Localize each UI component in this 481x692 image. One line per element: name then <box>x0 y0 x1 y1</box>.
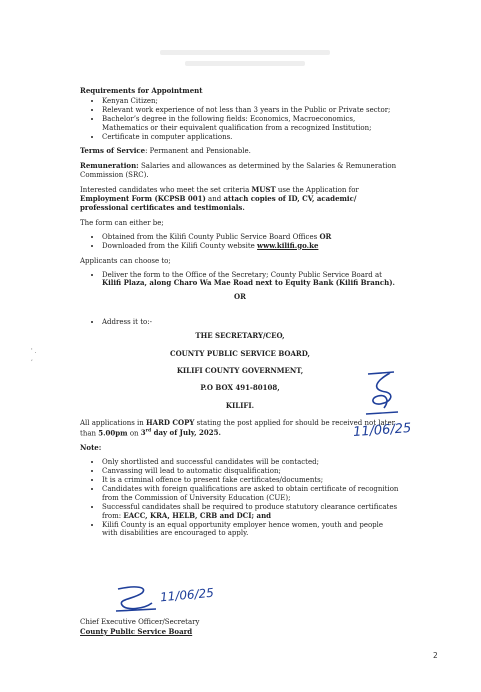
address-list <box>80 318 400 327</box>
document-body <box>80 87 400 538</box>
interest-must: MUST <box>251 185 276 195</box>
form-download-text: Downloaded from the Kilifi County website <box>102 241 258 250</box>
list-item: • Kilifi County is an equal opportunity employer hence women, youth and people with disabilities are encouraged to apply. <box>102 521 400 539</box>
or-separator: OR <box>234 292 246 302</box>
list-item: • Address it to:- <box>102 318 400 327</box>
form-options-list <box>80 233 400 251</box>
signature-mark <box>112 585 160 615</box>
hardcopy-bold: HARD COPY <box>146 418 195 428</box>
address-line: P.O BOX 491-80108, <box>200 383 280 393</box>
remuneration-label: Remuneration: <box>80 161 139 171</box>
hardcopy-text-1: All applications in <box>80 419 147 428</box>
signatory-title: Chief Executive Officer/Secretary <box>80 618 200 626</box>
list-item: • It is a criminal offence to present fake certificates/documents; <box>102 476 400 485</box>
deadline-day: 3 <box>140 428 146 438</box>
address-block <box>80 332 400 411</box>
form-obtained-or: OR <box>319 231 332 241</box>
applicants-choose: Applicants can choose to; <box>80 256 171 265</box>
hardcopy-text-3: on <box>127 429 141 438</box>
list-item: • Kenyan Citizen; <box>102 97 400 106</box>
list-item: • Certificate in computer applications. <box>102 133 400 142</box>
interest-text-1: Interested candidates who meet the set criteria <box>80 186 252 195</box>
interest-form: Employment Form (KCPSB 001) <box>80 194 206 204</box>
remuneration <box>80 162 400 180</box>
handwritten-date: 11/06/25 <box>352 420 412 441</box>
deadline-time: 5.00pm <box>98 428 128 438</box>
hardcopy-text-2: stating the post applied for should be received not later than <box>80 419 395 438</box>
requirements-heading: Requirements for Appointment <box>80 86 203 95</box>
list-item <box>102 242 400 251</box>
page-number: 2 <box>433 651 438 660</box>
list-item <box>102 503 400 521</box>
interest-text-2: use the Application for <box>275 186 359 195</box>
form-either: The form can either be; <box>80 218 164 227</box>
notes-list <box>80 458 400 538</box>
deadline-sup: rd <box>145 429 152 435</box>
website-link[interactable]: www.kilifi.go.ke <box>257 240 319 250</box>
signatory-org: County Public Service Board <box>80 627 193 636</box>
address-line: COUNTY PUBLIC SERVICE BOARD, <box>170 348 310 358</box>
deadline-rest: day of July, 2025. <box>151 428 221 438</box>
form-obtained-text: Obtained from the Kilifi County Public Service Board Offices <box>102 232 320 241</box>
deliver-text: Deliver the form to the Office of the Secretary; County Public Service Board at <box>102 270 382 279</box>
handwritten-date: 11/06/25 <box>159 585 215 605</box>
list-item: • Relevant work experience of not less than 3 years in the Public or Private sector; <box>102 106 400 115</box>
note-heading: Note: <box>80 443 102 453</box>
interest-paragraph <box>80 186 400 213</box>
terms-of-service <box>80 147 400 156</box>
terms-text: : Permanent and Pensionable. <box>145 147 251 156</box>
note-text: Successful candidates shall be required to produce statutory clearance certificates from: <box>102 502 398 520</box>
list-item: • Canvassing will lead to automatic disqualification; <box>102 467 400 476</box>
interest-attach: attach copies of ID, CV, academic/ professional certificates and testimonials. <box>80 194 357 212</box>
signature-mark <box>364 368 400 418</box>
faded-header-bleed <box>150 44 340 84</box>
deliver-list <box>80 271 400 289</box>
requirements-list <box>80 97 400 142</box>
deliver-location: Kilifi Plaza, along Charo Wa Mae Road next to Equity Bank (Kilifi Branch). <box>102 278 395 288</box>
list-item <box>102 233 400 242</box>
terms-label: Terms of Service <box>80 146 146 156</box>
remuneration-text: Salaries and allowances as determined by the Salaries & Remuneration Commission (SRC). <box>80 162 397 180</box>
list-item: • Bachelor’s degree in the following fields: Economics, Macroeconomics, Mathematics or their equivalent qualification from a recognized Institution; <box>102 115 400 133</box>
signatory-block <box>80 618 199 636</box>
list-item <box>102 271 400 289</box>
interest-text-3: and <box>205 195 224 204</box>
list-item: • Only shortlisted and successful candidates will be contacted; <box>102 458 400 467</box>
address-line: THE SECRETARY/CEO, <box>195 331 285 341</box>
note-bold: EACC, KRA, HELB, CRB and DCI; and <box>123 510 272 520</box>
address-line: KILIFI. <box>225 400 255 410</box>
address-line: KILIFI COUNTY GOVERNMENT, <box>176 365 304 375</box>
deadline-date <box>141 428 221 437</box>
margin-marks: ' . , <box>31 348 37 362</box>
list-item: • Candidates with foreign qualifications are asked to obtain certificate of recognition from the Commission of University Education (CUE); <box>102 485 400 503</box>
